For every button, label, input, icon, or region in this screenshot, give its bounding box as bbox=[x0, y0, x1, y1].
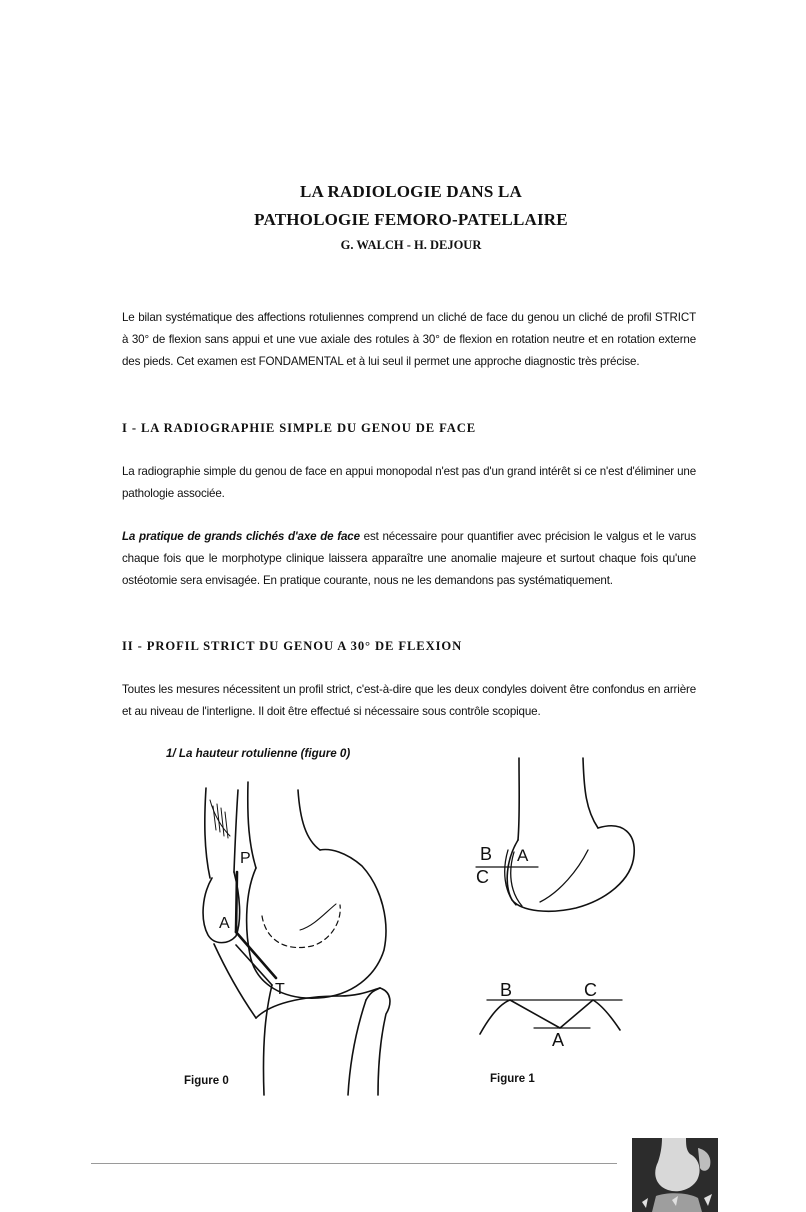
label-a: A bbox=[219, 915, 230, 932]
section-2-heading: II - PROFIL STRICT DU GENOU A 30° DE FLEXION bbox=[122, 639, 463, 653]
title-line-1: LA RADIOLOGIE DANS LA bbox=[300, 182, 522, 201]
figure-0-drawing bbox=[203, 782, 390, 1095]
figure-1-bottom-drawing bbox=[480, 1000, 622, 1034]
label-t: T bbox=[275, 981, 285, 998]
label-a-top: A bbox=[517, 846, 529, 865]
bone-thumbnail-icon bbox=[632, 1138, 718, 1212]
figure-0-caption: Figure 0 bbox=[184, 1075, 229, 1087]
footer-rule bbox=[91, 1163, 617, 1164]
label-c-bottom: C bbox=[584, 980, 597, 1000]
paragraph-text: est nécessaire pour quantifier avec précision le valgus et le varus chaque fois que le morphotype clinique laissera apparaître une anomalie majeure et surtout chaque fois qu'une ostéotomie sera envisagée. En pratique courante, nous ne les demandons pas systématiquement. bbox=[122, 530, 696, 587]
label-b-bottom: B bbox=[500, 980, 513, 1000]
label-b-top: B bbox=[480, 844, 493, 864]
section-2-paragraph-1: Toutes les mesures nécessitent un profil strict, c'est-à-dire que les deux condyles doivent être confondus en arrière et au niveau de l'interligne. Il doit être effectué si nécessaire sous contrôle scopique. bbox=[122, 683, 696, 718]
figure-1-caption: Figure 1 bbox=[490, 1073, 535, 1085]
knee-thumbnail-image bbox=[632, 1138, 718, 1212]
figure-1-top-drawing bbox=[476, 758, 634, 911]
label-p: P bbox=[240, 850, 251, 867]
section-1-heading: I - LA RADIOGRAPHIE SIMPLE DU GENOU DE FACE bbox=[122, 421, 477, 435]
title-line-2: PATHOLOGIE FEMORO-PATELLAIRE bbox=[254, 210, 568, 229]
section-1-paragraph-1: La radiographie simple du genou de face en appui monopodal n'est pas d'un grand intérêt si ce n'est d'éliminer une pathologie associée. bbox=[122, 465, 696, 500]
intro-paragraph: Le bilan systématique des affections rotuliennes comprend un cliché de face du genou un cliché de profil STRICT à 30° de flexion sans appui et une vue axiale des rotules à 30° de flexion en rotation neutre et en rotation externe des pieds. Cet examen est FONDAMENTAL et à lui seul il permet une approche diagnostic très précise. bbox=[122, 311, 696, 368]
subsection-heading: 1/ La hauteur rotulienne (figure 0) bbox=[166, 747, 351, 760]
label-c-top: C bbox=[476, 867, 489, 887]
paragraph-emphasis: La pratique de grands clichés d'axe de face bbox=[122, 530, 360, 543]
authors: G. WALCH - H. DEJOUR bbox=[340, 238, 482, 252]
label-a-bottom: A bbox=[552, 1030, 565, 1050]
